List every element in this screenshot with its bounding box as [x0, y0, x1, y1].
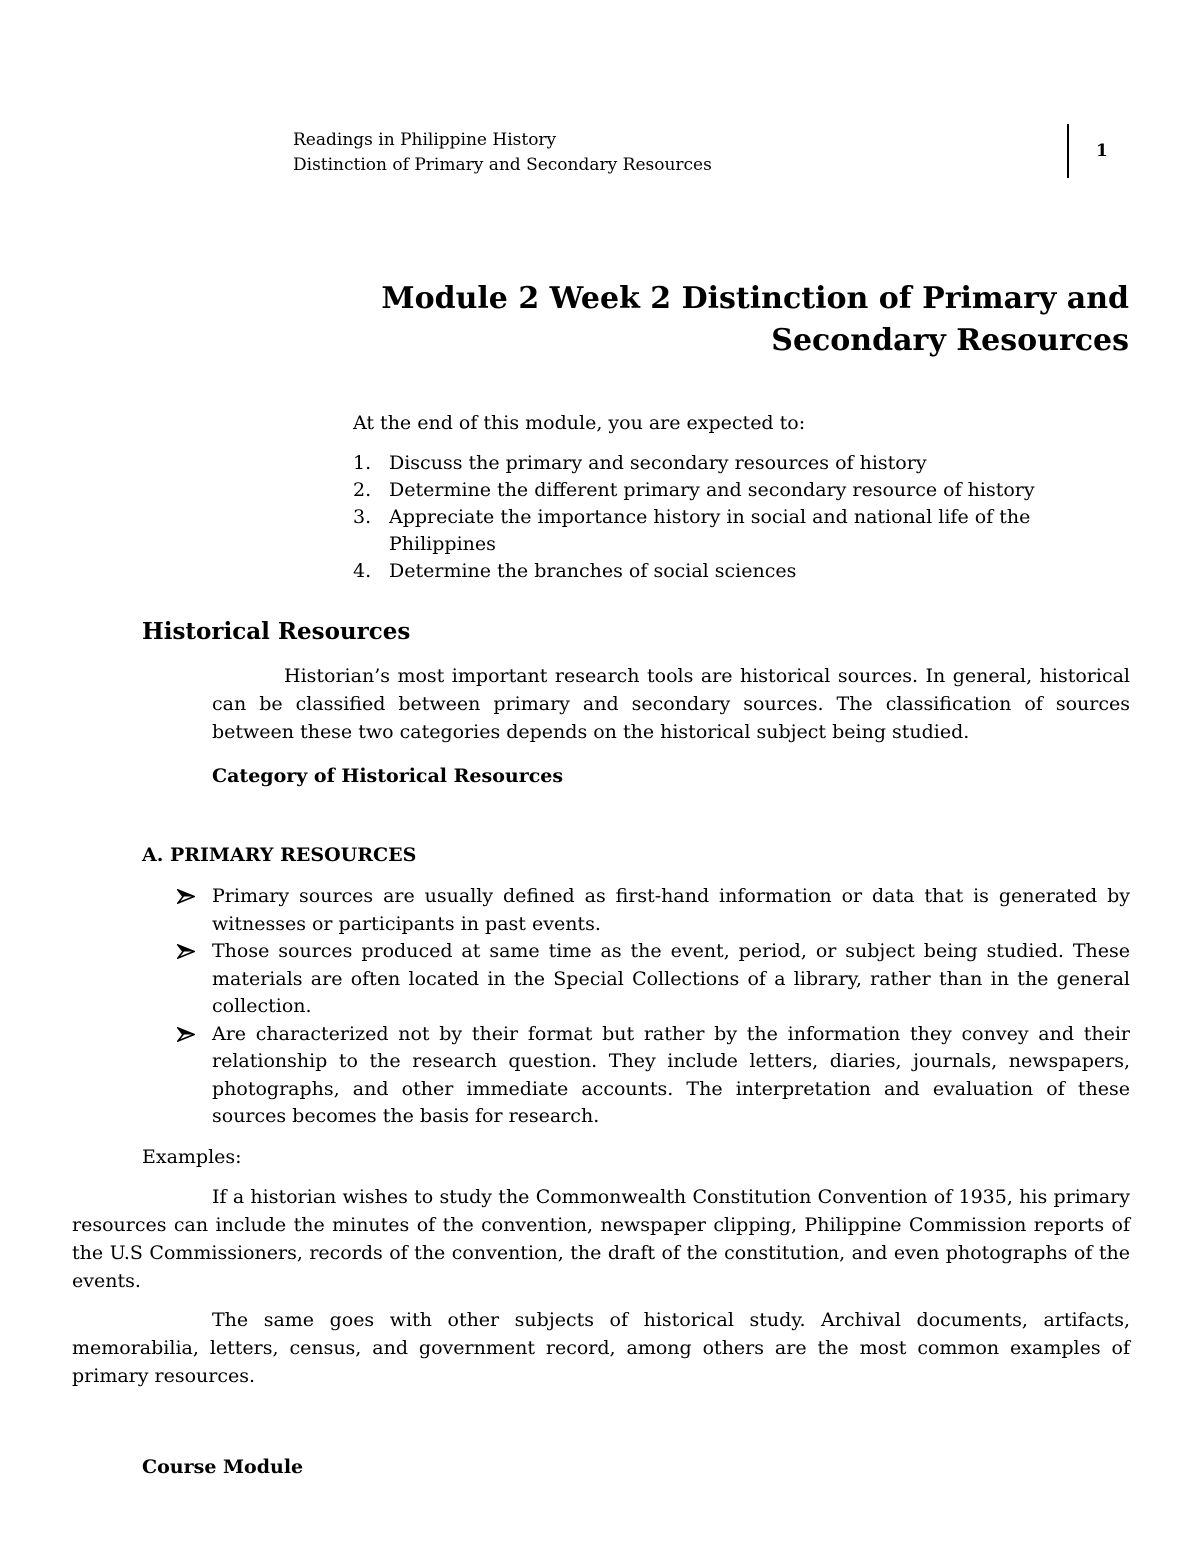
objectives-intro: At the end of this module, you are expected to: — [353, 412, 806, 434]
examples-label: Examples: — [142, 1146, 242, 1168]
primary-resources-heading: A. PRIMARY RESOURCES — [142, 844, 417, 866]
objective-item: 4. Determine the branches of social sciences — [353, 560, 797, 582]
arrow-bullet-icon — [177, 889, 195, 904]
header-divider — [1067, 124, 1069, 178]
objective-item: 2. Determine the different primary and secondary resource of history — [353, 479, 1035, 501]
primary-resources-bullets — [175, 883, 1130, 1131]
bullet-item: Are characterized not by their format but rather by the information they convey and their relationship to the research question. They include letters, diaries, journals, newspapers, photographs, and other immediate accounts. The interpretation and evaluation of these sources becomes the basis for research. — [175, 1021, 1130, 1131]
category-heading: Category of Historical Resources — [212, 765, 564, 787]
arrow-bullet-icon — [177, 944, 195, 959]
examples-paragraph-1: If a historian wishes to study the Commonwealth Constitution Convention of 1935, his primary resources can include the minutes of the convention, newspaper clipping, Philippine Commission reports of the U.S Commissioners, records of the convention, the draft of the constitution, and even photographs of the events. — [72, 1186, 1130, 1292]
examples-paragraph-2: The same goes with other subjects of historical study. Archival documents, artifacts, memorabilia, letters, census, and government record, among others are the most common examples of primary resources. — [72, 1309, 1130, 1387]
footer-course-module: Course Module — [142, 1456, 304, 1478]
bullet-item: Those sources produced at same time as the event, period, or subject being studied. These materials are often located in the Special Collections of a library, rather than in the general collection. — [175, 938, 1130, 1021]
objective-item: 1. Discuss the primary and secondary resources of history — [353, 452, 927, 474]
header-topic: Distinction of Primary and Secondary Resources — [293, 155, 712, 175]
bullet-item: Primary sources are usually defined as first-hand information or data that is generated by witnesses or participants in past events. — [175, 883, 1130, 938]
historical-resources-paragraph: Historian’s most important research tools are historical sources. In general, historical can be classified between primary and secondary sources. The classification of sources between these two categories depends on the historical subject being studied. — [212, 665, 1130, 743]
page-number: 1 — [1096, 141, 1108, 161]
page-title-line-1: Module 2 Week 2 Distinction of Primary and — [381, 281, 1129, 316]
section-heading-historical-resources: Historical Resources — [142, 618, 411, 645]
page-title — [369, 278, 1129, 362]
objectives-list — [353, 450, 1113, 585]
header-course-title: Readings in Philippine History — [293, 130, 557, 150]
objective-item: 3. Appreciate the importance history in social and national life of the Philippines — [353, 506, 1031, 555]
page-title-line-2: Secondary Resources — [771, 323, 1129, 358]
arrow-bullet-icon — [177, 1027, 195, 1042]
